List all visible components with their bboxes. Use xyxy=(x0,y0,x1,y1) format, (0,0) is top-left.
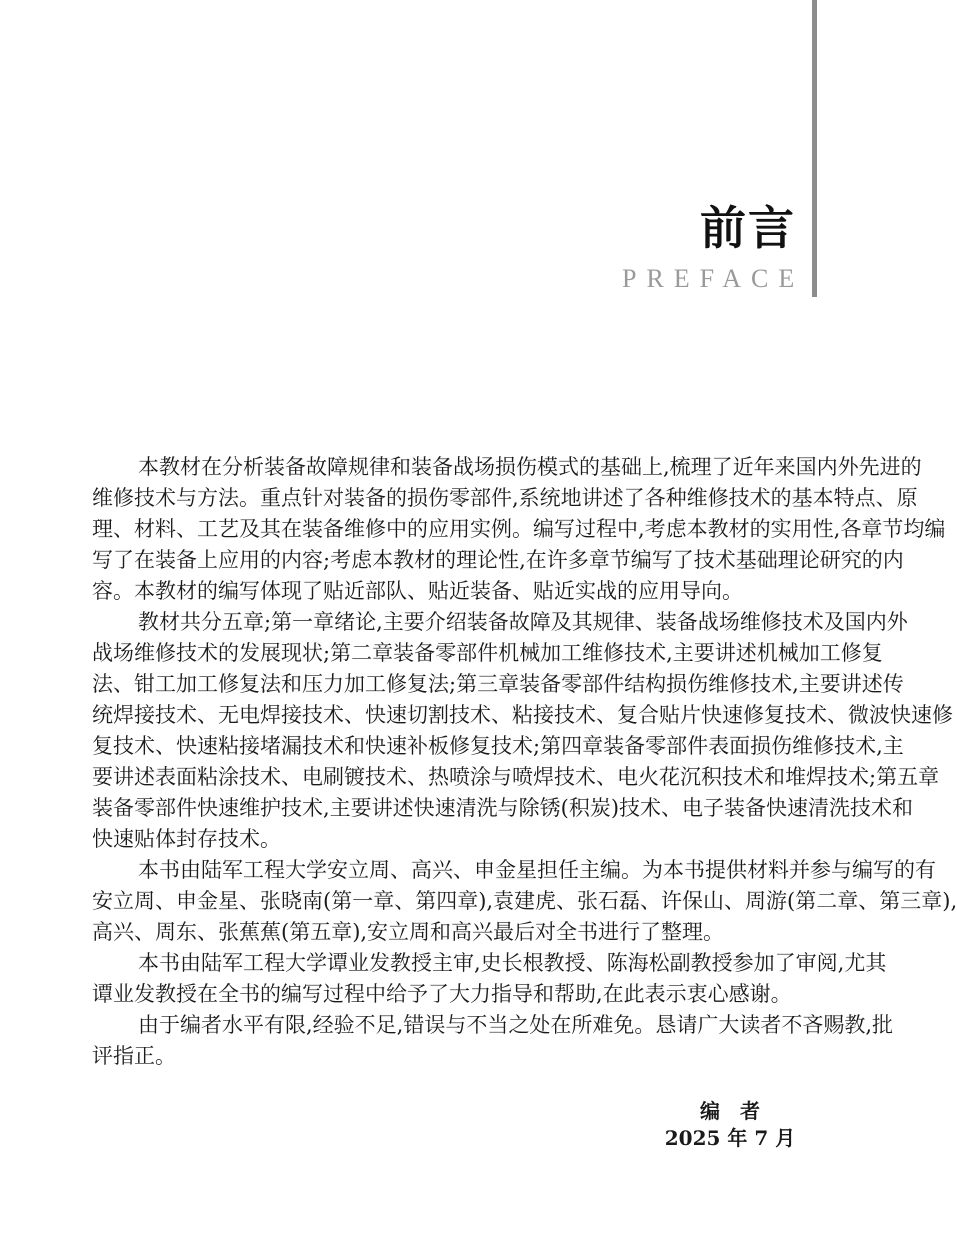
paragraph-line: 本书由陆军工程大学安立周、高兴、申金星担任主编。为本书提供材料并参与编写的有 xyxy=(138,858,936,882)
preface-body xyxy=(92,452,957,1072)
paragraph xyxy=(92,607,953,855)
paragraph xyxy=(92,1010,894,1072)
signature-author: 编 者 xyxy=(700,1099,760,1123)
paragraph-line: 维修技术与方法。重点针对装备的损伤零部件,系统地讲述了各种维修技术的基本特点、原 xyxy=(92,486,918,510)
paragraph-line: 教材共分五章;第一章绪论,主要介绍装备故障及其规律、装备战场维修技术及国内外 xyxy=(138,610,908,634)
paragraph-line: 统焊接技术、无电焊接技术、快速切割技术、粘接技术、复合贴片快速修复技术、微波快速修 xyxy=(92,703,953,727)
paragraph xyxy=(92,452,946,607)
paragraph-line: 法、钳工加工修复法和压力加工修复法;第三章装备零部件结构损伤维修技术,主要讲述传 xyxy=(92,672,904,696)
paragraph-line: 战场维修技术的发展现状;第二章装备零部件机械加工维修技术,主要讲述机械加工修复 xyxy=(92,641,883,665)
paragraph-line: 装备零部件快速维护技术,主要讲述快速清洗与除锈(积炭)技术、电子装备快速清洗技术和 xyxy=(92,796,914,820)
page-subtitle: PREFACE xyxy=(622,264,805,293)
paragraph-line: 复技术、快速粘接堵漏技术和快速补板修复技术;第四章装备零部件表面损伤维修技术,主 xyxy=(92,734,904,758)
paragraph-line: 快速贴体封存技术。 xyxy=(92,827,281,851)
signature-date: 2025 年 7 月 xyxy=(664,1126,796,1150)
paragraph-line: 由于编者水平有限,经验不足,错误与不当之处在所难免。恳请广大读者不吝赐教,批 xyxy=(138,1013,894,1037)
paragraph xyxy=(92,855,957,948)
paragraph-line: 谭业发教授在全书的编写过程中给予了大力指导和帮助,在此表示衷心感谢。 xyxy=(92,982,792,1006)
decorative-vertical-bar xyxy=(812,0,817,297)
paragraph-line: 本教材在分析装备故障规律和装备战场损伤模式的基础上,梳理了近年来国内外先进的 xyxy=(138,455,922,479)
paragraph-line: 容。本教材的编写体现了贴近部队、贴近装备、贴近实战的应用导向。 xyxy=(92,579,743,603)
page-title: 前言 xyxy=(700,201,796,255)
paragraph-line: 高兴、周东、张蕉蕉(第五章),安立周和高兴最后对全书进行了整理。 xyxy=(92,920,725,944)
paragraph-line: 写了在装备上应用的内容;考虑本教材的理论性,在许多章节编写了技术基础理论研究的内 xyxy=(92,548,904,572)
paragraph-line: 理、材料、工艺及其在装备维修中的应用实例。编写过程中,考虑本教材的实用性,各章节均编 xyxy=(92,517,946,541)
paragraph-line: 安立周、申金星、张晓南(第一章、第四章),袁建虎、张石磊、许保山、周游(第二章、第三章), xyxy=(92,889,957,913)
paragraph-line: 评指正。 xyxy=(92,1044,176,1068)
paragraph-line: 要讲述表面粘涂技术、电刷镀技术、热喷涂与喷焊技术、电火花沉积技术和堆焊技术;第五章 xyxy=(92,765,940,789)
paragraph xyxy=(92,948,887,1010)
paragraph-line: 本书由陆军工程大学谭业发教授主审,史长根教授、陈海松副教授参加了审阅,尤其 xyxy=(138,951,887,975)
